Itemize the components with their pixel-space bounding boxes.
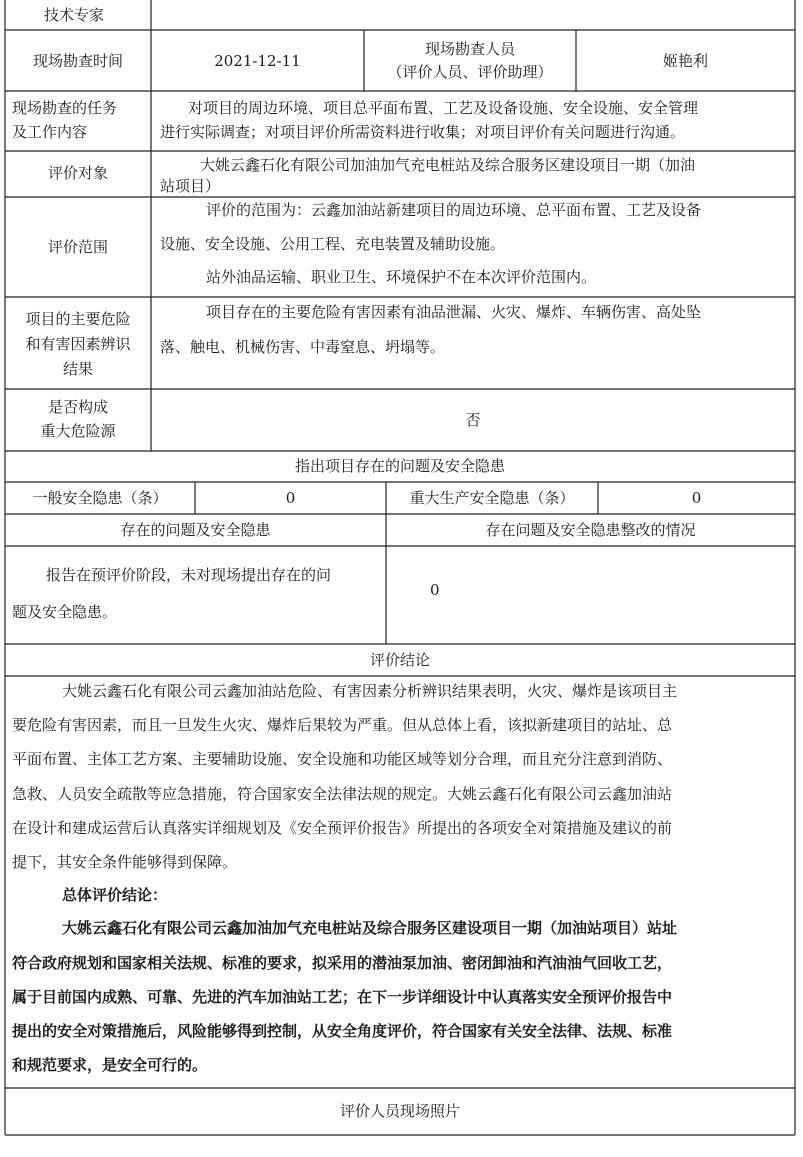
task-label-2: 及工作内容 (12, 123, 88, 141)
survey-staff-label-1: 现场勘查人员 (424, 40, 515, 58)
tech-expert-label: 技术专家 (44, 6, 105, 24)
hazards-text-line-1: 项目存在的主要危险有害因素有油品泄漏、火灾、爆炸、车辆伤害、高处坠 (206, 303, 702, 321)
survey-time-value: 2021-12-11 (214, 52, 301, 70)
conclusion-p1-line: 大姚云鑫石化有限公司云鑫加油站危险、有害因素分析辨识结果表明，火灾、爆炸是该项目主 (62, 682, 678, 700)
overall-conclusion-line: 提出的安全对策措施后，风险能够得到控制，从安全角度评价，符合国家有关安全法律、法规、标准 (12, 1022, 673, 1040)
issues-rectification-value: 0 (430, 581, 440, 599)
major-production-hazard-value: 0 (691, 489, 702, 507)
issues-col-left-header: 存在的问题及安全隐患 (120, 521, 271, 539)
issues-body-line-2: 题及安全隐患。 (12, 603, 118, 621)
scope-label: 评价范围 (47, 238, 108, 256)
general-hazard-value: 0 (285, 489, 296, 507)
issues-body-line-1: 报告在预评价阶段，未对现场提出存在的问 (46, 566, 332, 584)
object-text-line-2: 站项目） (160, 177, 221, 195)
scope-text-line-2: 设施、安全设施、公用工程、充电装置及辅助设施。 (160, 235, 506, 253)
survey-staff-label-2: （评价人员、评价助理） (387, 63, 553, 81)
hazards-label-3: 结果 (62, 360, 93, 378)
survey-staff-value: 姬艳利 (662, 52, 708, 70)
task-text-line-1: 对项目的周边环境、项目总平面布置、工艺及设备设施、安全设施、安全管理 (188, 99, 699, 117)
object-label: 评价对象 (47, 164, 108, 182)
major-hazard-value: 否 (465, 411, 481, 429)
major-production-hazard-label: 重大生产安全隐患（条） (409, 489, 575, 507)
hazards-label-2: 和有害因素辨识 (25, 335, 131, 353)
task-label-1: 现场勘查的任务 (12, 99, 118, 117)
overall-conclusion-line: 符合政府规划和国家相关法规、标准的要求，拟采用的潜油泵加油、密闭卸油和汽油油气回收工艺， (12, 954, 673, 972)
hazards-label-1: 项目的主要危险 (25, 310, 131, 328)
issues-col-right-header: 存在问题及安全隐患整改的情况 (485, 521, 696, 539)
survey-time-label: 现场勘查时间 (32, 52, 123, 70)
conclusion-p1-line: 平面布置、主体工艺方案、主要辅助设施、安全设施和功能区域等划分合理，而且充分注意到消防、 (12, 750, 673, 768)
task-text-line-2: 进行实际调查；对项目评价所需资料进行收集；对项目评价有关问题进行沟通。 (160, 123, 686, 141)
overall-conclusion-line: 和规范要求，是安全可行的。 (12, 1056, 208, 1074)
overall-conclusion-subtitle: 总体评价结论： (62, 886, 168, 904)
major-hazard-label-1: 是否构成 (47, 398, 108, 416)
conclusion-p1-line: 急救、人员安全疏散等应急措施，符合国家安全法律法规的规定。大姚云鑫石化有限公司云鑫加油站 (12, 785, 673, 803)
general-hazard-label: 一般安全隐患（条） (32, 489, 168, 507)
overall-conclusion-line: 大姚云鑫石化有限公司云鑫加油加气充电桩站及综合服务区建设项目一期（加油站项目）站址 (62, 919, 678, 937)
conclusion-p1-line: 提下，其安全条件能够得到保障。 (12, 853, 238, 871)
issues-header: 指出项目存在的问题及安全隐患 (294, 457, 505, 475)
photos-header: 评价人员现场照片 (339, 1102, 460, 1120)
major-hazard-label-2: 重大危险源 (40, 422, 116, 440)
scope-text-line-3: 站外油品运输、职业卫生、环境保护不在本次评价范围内。 (206, 268, 597, 286)
object-text-line-1: 大姚云鑫石化有限公司加油加气充电桩站及综合服务区建设项目一期（加油 (200, 156, 696, 174)
conclusion-p1-line: 在设计和建成运营后认真落实详细规划及《安全预评价报告》所提出的各项安全对策措施及建议的前 (12, 819, 673, 837)
scope-text-line-1: 评价的范围为：云鑫加油站新建项目的周边环境、总平面布置、工艺及设备 (206, 201, 702, 219)
conclusion-p1-line: 要危险有害因素，而且一旦发生火灾、爆炸后果较为严重。但从总体上看，该拟新建项目的站址、总 (12, 716, 673, 734)
overall-conclusion-line: 属于目前国内成熟、可靠、先进的汽车加油站工艺；在下一步详细设计中认真落实安全预评价报告中 (12, 988, 673, 1006)
conclusion-header: 评价结论 (369, 651, 430, 669)
hazards-text-line-2: 落、触电、机械伤害、中毒窒息、坍塌等。 (160, 338, 446, 356)
